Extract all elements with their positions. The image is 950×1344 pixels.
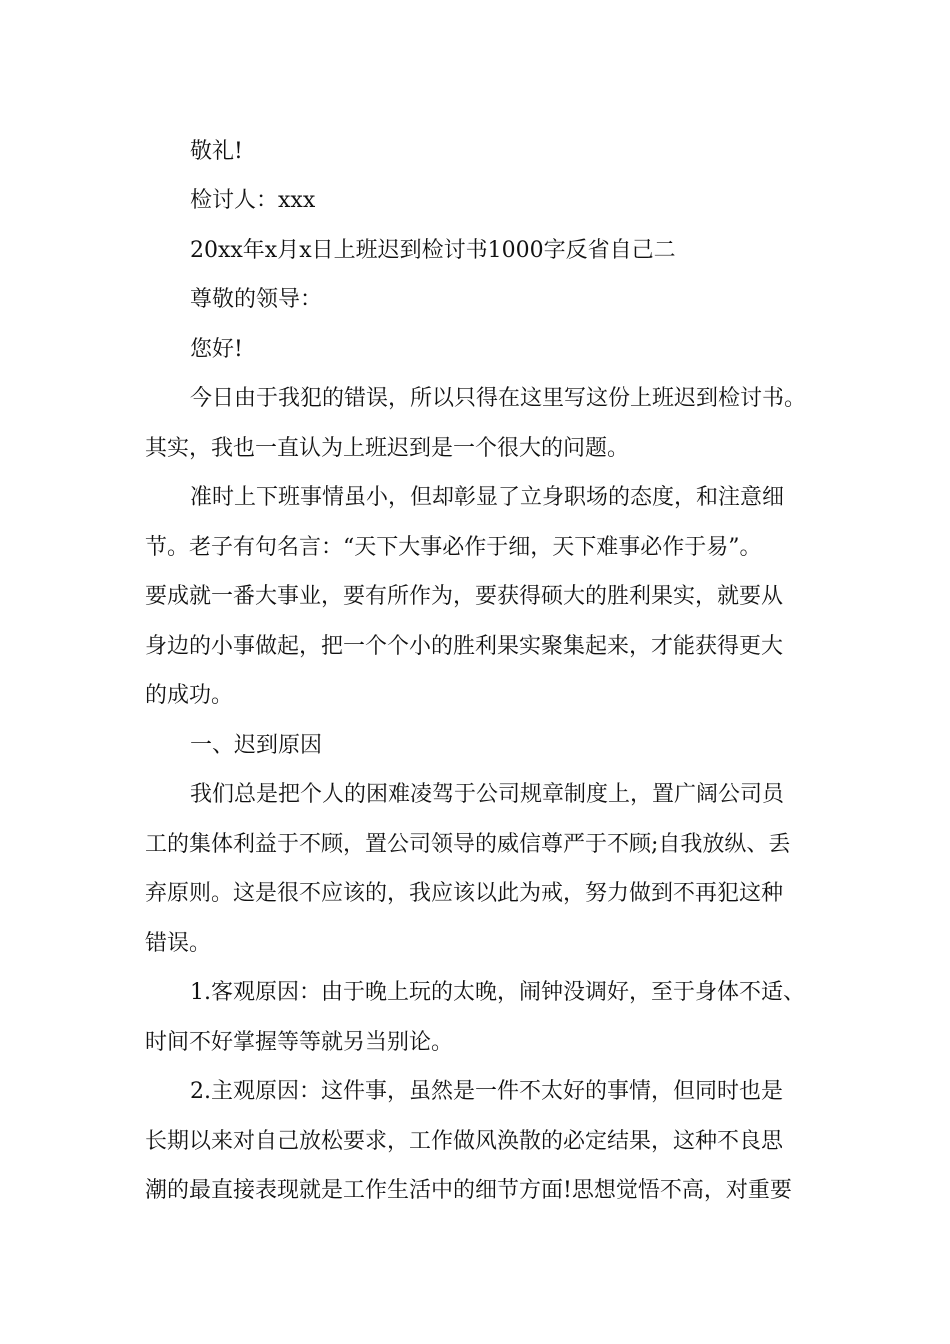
paragraph-line: 的成功。 <box>145 683 234 708</box>
paragraph-line: 我们总是把个人的困难凌驾于公司规章制度上，置广阔公司员 <box>190 782 785 807</box>
paragraph-line: 节。老子有句名言：“天下大事必作于细，天下难事必作于易”。 <box>145 535 762 560</box>
paragraph-line: 长期以来对自己放松要求，工作做风涣散的必定结果，这种不良思 <box>145 1129 784 1154</box>
salutation-line: 尊敬的领导： <box>190 287 323 312</box>
closing-line: 敬礼! <box>190 139 243 164</box>
section-heading: 一、迟到原因 <box>190 733 323 758</box>
signer-line: 检讨人：xxx <box>190 188 316 213</box>
paragraph-line: 时间不好掌握等等就另当别论。 <box>145 1030 454 1055</box>
paragraph-line: 工的集体利益于不顾，置公司领导的威信尊严于不顾;自我放纵、丢 <box>145 832 791 857</box>
paragraph-line: 要成就一番大事业，要有所作为，要获得硕大的胜利果实，就要从 <box>145 584 784 609</box>
paragraph-line: 其实，我也一直认为上班迟到是一个很大的问题。 <box>145 436 630 461</box>
subtitle-line: 20xx年x月x日上班迟到检讨书1000字反省自己二 <box>190 238 676 263</box>
paragraph-line: 潮的最直接表现就是工作生活中的细节方面!思想觉悟不高，对重要 <box>145 1178 792 1203</box>
paragraph-line: 2.主观原因：这件事，虽然是一件不太好的事情，但同时也是 <box>190 1079 783 1104</box>
paragraph-line: 身边的小事做起，把一个个小的胜利果实聚集起来，才能获得更大 <box>145 634 784 659</box>
paragraph-line: 错误。 <box>145 931 212 956</box>
paragraph-line: 准时上下班事情虽小，但却彰显了立身职场的态度，和注意细 <box>190 485 785 510</box>
paragraph-line: 今日由于我犯的错误，所以只得在这里写这份上班迟到检讨书。 <box>190 386 807 411</box>
paragraph-line: 弃原则。这是很不应该的，我应该以此为戒，努力做到不再犯这种 <box>145 881 784 906</box>
paragraph-line: 1.客观原因：由于晚上玩的太晚，闹钟没调好，至于身体不适、 <box>190 980 805 1005</box>
greeting-line: 您好! <box>190 337 243 362</box>
